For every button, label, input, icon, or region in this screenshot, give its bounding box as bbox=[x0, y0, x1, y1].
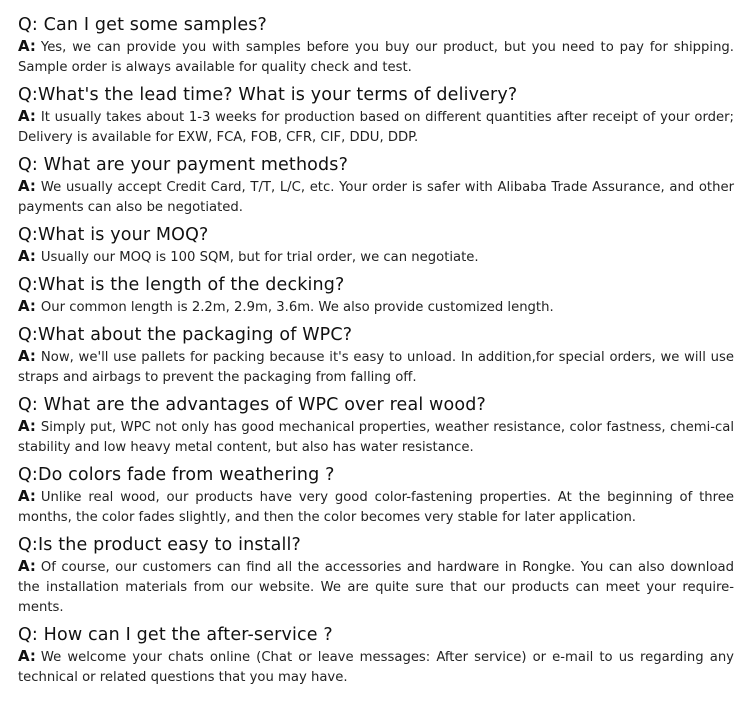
answer-text: Yes, we can provide you with samples before you buy our product, but you need to pay for shipping. Sample order is always available for quality check and test. bbox=[18, 40, 734, 75]
question: Q: What are your payment methods? bbox=[18, 155, 349, 175]
answer bbox=[18, 36, 734, 78]
question: Q: What are the advantages of WPC over real wood? bbox=[18, 395, 486, 415]
answer-text: We usually accept Credit Card, T/T, L/C, etc. Your order is safer with Alibaba Trade Assurance, and other payments can also be negotiated. bbox=[18, 180, 734, 215]
answer bbox=[18, 486, 734, 528]
answer-prefix: A: bbox=[18, 557, 36, 575]
answer bbox=[18, 106, 734, 148]
answer bbox=[18, 296, 734, 318]
answer-prefix: A: bbox=[18, 417, 36, 435]
question: Q:What is your MOQ? bbox=[18, 225, 209, 245]
faq-item-installation bbox=[18, 534, 734, 624]
question: Q:What's the lead time? What is your terms of delivery? bbox=[18, 85, 518, 105]
question: Q:Is the product easy to install? bbox=[18, 535, 301, 555]
answer-text: Now, we'll use pallets for packing because it's easy to unload. In addition,for special orders, we will use straps and airbags to prevent the packaging from falling off. bbox=[18, 350, 734, 385]
faq-item-lead-time bbox=[18, 84, 734, 154]
faq-item-packaging bbox=[18, 324, 734, 394]
faq-item-moq bbox=[18, 224, 734, 274]
answer-prefix: A: bbox=[18, 487, 36, 505]
answer-prefix: A: bbox=[18, 37, 36, 55]
question: Q: Can I get some samples? bbox=[18, 15, 267, 35]
faq-item-samples bbox=[18, 14, 734, 84]
answer bbox=[18, 416, 734, 458]
faq-item-payment-methods bbox=[18, 154, 734, 224]
answer-text: Our common length is 2.2m, 2.9m, 3.6m. We also provide customized length. bbox=[40, 300, 554, 315]
answer bbox=[18, 556, 734, 618]
answer-text: Simply put, WPC not only has good mechanical properties, weather resistance, color fastness, chemi-cal stability and low heavy metal content, but also has water resistance. bbox=[18, 420, 734, 455]
answer-text: We welcome your chats online (Chat or leave messages: After service) or e-mail to us regarding any technical or related questions that you may have. bbox=[18, 650, 734, 685]
question: Q:Do colors fade from weathering ? bbox=[18, 465, 335, 485]
question: Q:What is the length of the decking? bbox=[18, 275, 345, 295]
faq-item-after-service bbox=[18, 624, 734, 694]
question: Q: How can I get the after-service ? bbox=[18, 625, 333, 645]
answer bbox=[18, 176, 734, 218]
faq-item-advantages bbox=[18, 394, 734, 464]
answer-prefix: A: bbox=[18, 347, 36, 365]
faq-list bbox=[18, 14, 734, 694]
answer-prefix: A: bbox=[18, 247, 36, 265]
answer-text: It usually takes about 1-3 weeks for production based on different quantities after receipt of your order; Delivery is available for EXW, FCA, FOB, CFR, CIF, DDU, DDP. bbox=[18, 110, 734, 145]
answer-prefix: A: bbox=[18, 647, 36, 665]
faq-item-color-fade bbox=[18, 464, 734, 534]
answer-prefix: A: bbox=[18, 177, 36, 195]
answer-text: Unlike real wood, our products have very good color-fastening properties. At the beginning of three months, the color fades slightly, and then the color becomes very stable for later application. bbox=[18, 490, 734, 525]
answer-prefix: A: bbox=[18, 107, 36, 125]
answer-text: Usually our MOQ is 100 SQM, but for trial order, we can negotiate. bbox=[40, 250, 479, 265]
answer-text: Of course, our customers can find all the accessories and hardware in Rongke. You can also download the installation materials from our website. We are quite sure that our products can meet your require-ments. bbox=[18, 560, 734, 615]
answer bbox=[18, 646, 734, 688]
answer-prefix: A: bbox=[18, 297, 36, 315]
answer bbox=[18, 246, 734, 268]
answer bbox=[18, 346, 734, 388]
question: Q:What about the packaging of WPC? bbox=[18, 325, 353, 345]
faq-item-decking-length bbox=[18, 274, 734, 324]
